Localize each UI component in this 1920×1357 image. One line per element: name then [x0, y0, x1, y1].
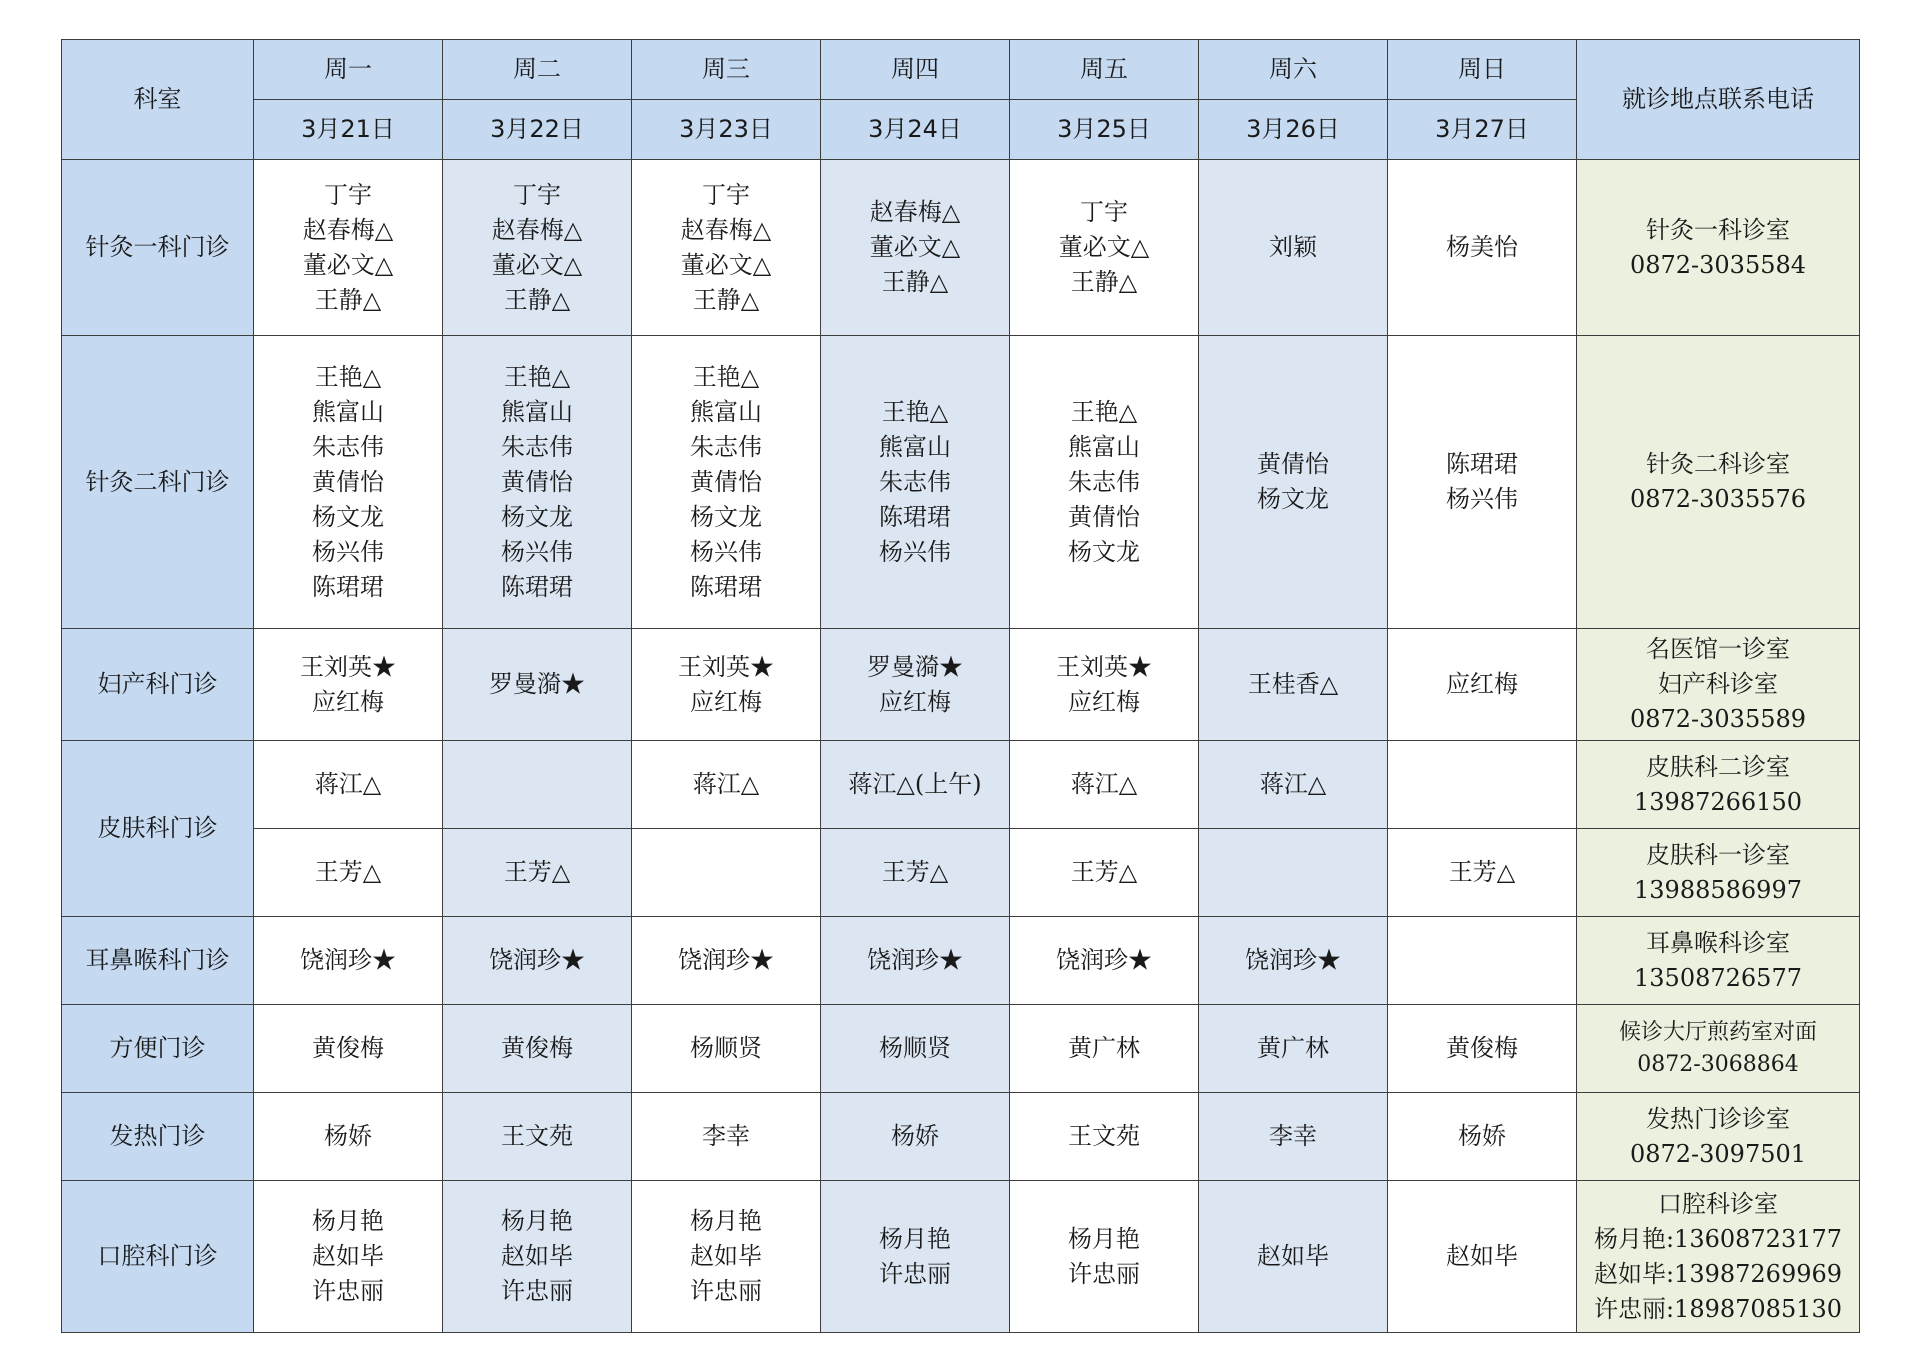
schedule-cell: [632, 1093, 821, 1181]
doctor-name: 王文苑: [501, 1122, 573, 1150]
schedule-cell: [632, 917, 821, 1005]
doctor-name: 王静△: [1070, 268, 1138, 296]
schedule-cell: [1010, 160, 1199, 336]
doctor-name: 饶润珍★: [300, 946, 396, 974]
doctor-name: 杨娇: [324, 1122, 372, 1150]
doctor-name: 王艳△: [692, 362, 760, 391]
doctor-name: 黄倩怡: [501, 467, 573, 496]
contact-cell: [1577, 1181, 1860, 1333]
schedule-cell: [632, 336, 821, 629]
doctor-name: 朱志伟: [501, 432, 573, 461]
schedule-cell: [821, 336, 1010, 629]
contact-line: 皮肤科二诊室: [1646, 752, 1790, 781]
doctor-name: 黄倩怡: [1257, 450, 1329, 478]
doctor-name: 王刘英★: [300, 652, 396, 681]
schedule-cell: [254, 741, 443, 829]
doctor-name: 黄广林: [1068, 1034, 1140, 1062]
contact-line: 名医馆一诊室: [1646, 635, 1790, 663]
header-date: 3月26日: [1199, 100, 1388, 160]
contact-cell: [1577, 629, 1860, 741]
contact-line: 针灸一科诊室: [1646, 215, 1790, 244]
schedule-cell: [1199, 629, 1388, 741]
schedule-cell: [1199, 917, 1388, 1005]
contact-line: 13987266150: [1634, 787, 1802, 816]
contact-cell: [1577, 829, 1860, 917]
doctor-name: 饶润珍★: [678, 946, 774, 974]
doctor-name: 杨文龙: [1068, 537, 1140, 566]
doctor-name: 董必文△: [1058, 233, 1150, 261]
schedule-cell: [821, 629, 1010, 741]
doctor-name: 王文苑: [1068, 1122, 1140, 1150]
doctor-name: 赵春梅△: [302, 215, 394, 244]
header-date: 3月22日: [443, 100, 632, 160]
doctor-name: 王刘英★: [678, 652, 774, 681]
doctor-name: 许忠丽: [690, 1277, 762, 1305]
header-department: 科室: [62, 40, 254, 160]
doctor-name: 赵春梅△: [680, 215, 772, 244]
contact-cell: [1577, 160, 1860, 336]
schedule-cell: [1388, 629, 1577, 741]
doctor-name: 罗曼漪★: [489, 670, 585, 698]
table-row: [62, 917, 1860, 1005]
header-weekday: 周六: [1199, 40, 1388, 100]
schedule-cell: [821, 1093, 1010, 1181]
department-name: 针灸二科门诊: [62, 336, 254, 629]
header-date: 3月25日: [1010, 100, 1199, 160]
schedule-cell: [254, 1005, 443, 1093]
doctor-name: 刘颖: [1269, 233, 1317, 261]
doctor-name: 黄广林: [1257, 1034, 1329, 1062]
doctor-name: 王静△: [881, 268, 949, 296]
schedule-cell: [1199, 336, 1388, 629]
schedule-cell: [821, 1005, 1010, 1093]
doctor-name: 赵如毕: [1257, 1242, 1329, 1270]
schedule-cell: [1388, 160, 1577, 336]
department-name: 妇产科门诊: [62, 629, 254, 741]
table-row: [62, 829, 1860, 917]
doctor-name: 应红梅: [1446, 670, 1518, 698]
schedule-cell: [254, 1181, 443, 1333]
schedule-cell: [1199, 1181, 1388, 1333]
doctor-name: 熊富山: [690, 397, 762, 426]
contact-line: 口腔科诊室: [1658, 1189, 1778, 1218]
department-name: 方便门诊: [62, 1005, 254, 1093]
schedule-cell: [254, 829, 443, 917]
doctor-name: 赵春梅△: [491, 215, 583, 244]
doctor-name: 饶润珍★: [1056, 946, 1152, 974]
header-date: 3月24日: [821, 100, 1010, 160]
doctor-name: 董必文△: [491, 250, 583, 279]
doctor-name: 饶润珍★: [867, 946, 963, 974]
contact-line: 杨月艳:13608723177: [1593, 1224, 1843, 1253]
doctor-name: 王静△: [692, 285, 760, 314]
doctor-name: 蒋江△(上午): [848, 770, 982, 798]
schedule-cell: [443, 917, 632, 1005]
schedule-cell: [443, 1093, 632, 1181]
doctor-name: 蒋江△: [314, 770, 382, 798]
doctor-name: 王静△: [314, 285, 382, 314]
header-contact: 就诊地点联系电话: [1577, 40, 1860, 160]
doctor-name: 熊富山: [312, 397, 384, 426]
schedule-cell: [254, 1093, 443, 1181]
doctor-name: 应红梅: [312, 687, 384, 716]
doctor-name: 董必文△: [302, 250, 394, 279]
schedule-cell: [1199, 1005, 1388, 1093]
doctor-name: 王芳△: [314, 858, 382, 886]
contact-line: 13508726577: [1634, 963, 1802, 992]
schedule-cell: [1010, 1181, 1199, 1333]
clinic-schedule-table: [61, 39, 1860, 1333]
doctor-name: 杨月艳: [312, 1207, 384, 1235]
schedule-cell: [1010, 917, 1199, 1005]
department-name: 针灸一科门诊: [62, 160, 254, 336]
contact-cell: [1577, 1093, 1860, 1181]
doctor-name: 杨兴伟: [879, 537, 951, 566]
doctor-name: 李幸: [702, 1122, 750, 1150]
doctor-name: 杨文龙: [1257, 485, 1329, 513]
doctor-name: 蒋江△: [1259, 770, 1327, 798]
contact-line: 候诊大厅煎药室对面: [1618, 1019, 1817, 1045]
table-row: [62, 160, 1860, 336]
header-weekday: 周一: [254, 40, 443, 100]
doctor-name: 蒋江△: [1070, 770, 1138, 798]
contact-line: 许忠丽:18987085130: [1593, 1294, 1843, 1323]
doctor-name: 黄俊梅: [1446, 1034, 1518, 1062]
doctor-name: 丁宇: [324, 180, 372, 209]
doctor-name: 杨顺贤: [879, 1034, 951, 1062]
schedule-cell: [1010, 629, 1199, 741]
doctor-name: 丁宇: [1080, 198, 1128, 226]
doctor-name: 杨顺贤: [690, 1034, 762, 1062]
contact-line: 发热门诊诊室: [1646, 1104, 1790, 1133]
schedule-cell: [632, 1005, 821, 1093]
doctor-name: 朱志伟: [879, 467, 951, 496]
header-weekday: 周日: [1388, 40, 1577, 100]
doctor-name: 丁宇: [513, 180, 561, 209]
contact-line: 0872-3097501: [1629, 1139, 1807, 1168]
header-weekday: 周三: [632, 40, 821, 100]
contact-cell: [1577, 336, 1860, 629]
schedule-cell: [1388, 1093, 1577, 1181]
schedule-cell: [254, 629, 443, 741]
schedule-cell: [443, 1005, 632, 1093]
schedule-cell: [1388, 336, 1577, 629]
schedule-cell: [632, 829, 821, 917]
doctor-name: 董必文△: [680, 250, 772, 279]
schedule-cell: [821, 917, 1010, 1005]
schedule-cell: [821, 741, 1010, 829]
doctor-name: 王芳△: [881, 858, 949, 886]
schedule-cell: [1010, 1093, 1199, 1181]
schedule-cell: [632, 1181, 821, 1333]
doctor-name: 杨兴伟: [690, 537, 762, 566]
schedule-cell: [254, 917, 443, 1005]
doctor-name: 王艳△: [1070, 397, 1138, 426]
contact-cell: [1577, 741, 1860, 829]
doctor-name: 许忠丽: [501, 1277, 573, 1305]
schedule-cell: [821, 829, 1010, 917]
doctor-name: 杨月艳: [501, 1207, 573, 1235]
doctor-name: 王艳△: [503, 362, 571, 391]
doctor-name: 丁宇: [702, 180, 750, 209]
header-weekday: 周四: [821, 40, 1010, 100]
schedule-cell: [254, 336, 443, 629]
schedule-cell: [1388, 1005, 1577, 1093]
header-weekday: 周二: [443, 40, 632, 100]
doctor-name: 王艳△: [314, 362, 382, 391]
schedule-cell: [443, 336, 632, 629]
contact-line: 赵如毕:13987269969: [1593, 1259, 1843, 1288]
schedule-cell: [443, 629, 632, 741]
schedule-cell: [821, 1181, 1010, 1333]
doctor-name: 饶润珍★: [489, 946, 585, 974]
schedule-cell: [1010, 741, 1199, 829]
contact-line: 针灸二科诊室: [1646, 450, 1790, 478]
schedule-cell: [443, 741, 632, 829]
department-name: 皮肤科门诊: [62, 741, 254, 917]
header-date: 3月27日: [1388, 100, 1577, 160]
contact-line: 0872-3035584: [1629, 250, 1807, 279]
table-row: [62, 336, 1860, 629]
doctor-name: 熊富山: [879, 432, 951, 461]
doctor-name: 陈珺珺: [501, 572, 573, 601]
table-row: [62, 1093, 1860, 1181]
doctor-name: 许忠丽: [879, 1259, 951, 1288]
schedule-cell: [254, 160, 443, 336]
doctor-name: 杨月艳: [879, 1224, 951, 1253]
doctor-name: 熊富山: [1068, 432, 1140, 461]
doctor-name: 王芳△: [503, 858, 571, 886]
doctor-name: 杨美怡: [1446, 233, 1518, 261]
schedule-cell: [1199, 160, 1388, 336]
doctor-name: 黄倩怡: [690, 467, 762, 496]
doctor-name: 陈珺珺: [312, 572, 384, 601]
doctor-name: 杨文龙: [690, 502, 762, 531]
doctor-name: 赵春梅△: [869, 198, 961, 226]
doctor-name: 王刘英★: [1056, 652, 1152, 681]
doctor-name: 赵如毕: [1446, 1242, 1518, 1270]
doctor-name: 王芳△: [1070, 858, 1138, 886]
doctor-name: 杨兴伟: [1446, 485, 1518, 513]
contact-line: 皮肤科一诊室: [1646, 840, 1790, 869]
doctor-name: 朱志伟: [690, 432, 762, 461]
schedule-cell: [1388, 741, 1577, 829]
doctor-name: 黄倩怡: [1068, 502, 1140, 531]
contact-line: 0872-3035576: [1629, 485, 1807, 513]
department-name: 口腔科门诊: [62, 1181, 254, 1333]
doctor-name: 应红梅: [879, 687, 951, 716]
contact-line: 13988586997: [1634, 875, 1802, 904]
doctor-name: 饶润珍★: [1245, 946, 1341, 974]
doctor-name: 赵如毕: [501, 1242, 573, 1270]
doctor-name: 杨娇: [1458, 1122, 1506, 1150]
doctor-name: 杨文龙: [501, 502, 573, 531]
table-header: [62, 40, 1860, 160]
doctor-name: 王桂香△: [1247, 670, 1339, 698]
department-name: 发热门诊: [62, 1093, 254, 1181]
header-weekday: 周五: [1010, 40, 1199, 100]
schedule-cell: [1010, 829, 1199, 917]
contact-cell: [1577, 917, 1860, 1005]
doctor-name: 陈珺珺: [1446, 450, 1518, 478]
table-body: [62, 160, 1860, 1333]
doctor-name: 王静△: [503, 285, 571, 314]
contact-line: 0872-3035589: [1629, 705, 1807, 733]
schedule-cell: [1010, 1005, 1199, 1093]
contact-line: 妇产科诊室: [1658, 670, 1778, 698]
schedule-cell: [1388, 917, 1577, 1005]
schedule-cell: [632, 741, 821, 829]
contact-cell: [1577, 1005, 1860, 1093]
table-row: [62, 1181, 1860, 1333]
contact-line: 0872-3068864: [1637, 1051, 1799, 1077]
doctor-name: 黄俊梅: [312, 1034, 384, 1062]
doctor-name: 熊富山: [501, 397, 573, 426]
doctor-name: 杨兴伟: [312, 537, 384, 566]
doctor-name: 黄俊梅: [501, 1034, 573, 1062]
schedule-cell: [443, 829, 632, 917]
schedule-cell: [443, 160, 632, 336]
doctor-name: 罗曼漪★: [867, 652, 963, 681]
schedule-cell: [443, 1181, 632, 1333]
doctor-name: 陈珺珺: [690, 572, 762, 601]
doctor-name: 杨兴伟: [501, 537, 573, 566]
contact-line: 耳鼻喉科诊室: [1646, 928, 1790, 957]
department-name: 耳鼻喉科门诊: [62, 917, 254, 1005]
schedule-cell: [1199, 741, 1388, 829]
table-row: [62, 1005, 1860, 1093]
doctor-name: 陈珺珺: [879, 502, 951, 531]
schedule-cell: [821, 160, 1010, 336]
doctor-name: 许忠丽: [312, 1277, 384, 1305]
doctor-name: 李幸: [1269, 1122, 1317, 1150]
doctor-name: 赵如毕: [690, 1242, 762, 1270]
schedule-cell: [632, 160, 821, 336]
schedule-cell: [1199, 829, 1388, 917]
doctor-name: 许忠丽: [1068, 1259, 1140, 1288]
doctor-name: 朱志伟: [1068, 467, 1140, 496]
table-row: [62, 629, 1860, 741]
doctor-name: 应红梅: [690, 687, 762, 716]
header-date: 3月23日: [632, 100, 821, 160]
schedule-cell: [1388, 829, 1577, 917]
schedule-cell: [632, 629, 821, 741]
schedule-cell: [1010, 336, 1199, 629]
schedule-cell: [1199, 1093, 1388, 1181]
doctor-name: 赵如毕: [312, 1242, 384, 1270]
doctor-name: 黄倩怡: [312, 467, 384, 496]
doctor-name: 蒋江△: [692, 770, 760, 798]
doctor-name: 王芳△: [1448, 858, 1516, 886]
doctor-name: 杨月艳: [690, 1207, 762, 1235]
doctor-name: 杨月艳: [1068, 1224, 1140, 1253]
doctor-name: 杨娇: [891, 1122, 939, 1150]
doctor-name: 杨文龙: [312, 502, 384, 531]
schedule-cell: [1388, 1181, 1577, 1333]
doctor-name: 董必文△: [869, 233, 961, 261]
header-date: 3月21日: [254, 100, 443, 160]
doctor-name: 王艳△: [881, 397, 949, 426]
doctor-name: 应红梅: [1068, 687, 1140, 716]
table-row: [62, 741, 1860, 829]
doctor-name: 朱志伟: [312, 432, 384, 461]
